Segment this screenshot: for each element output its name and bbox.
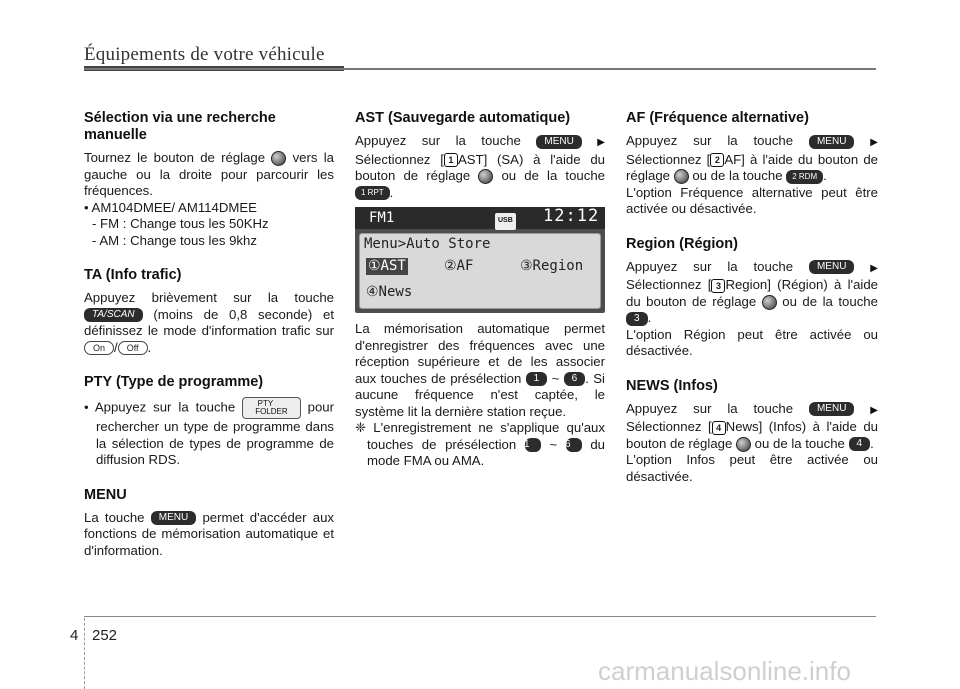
column-left [84,110,334,559]
preset-4-button[interactable]: 4 [849,437,871,451]
region-text-c: Region] (Région) à l'aide du bouton de réglage [626,277,879,309]
display-menu-path: Menu>Auto Store [364,236,491,252]
display-band: FM1 [369,210,395,226]
section-title-manual-search: Sélection via une recherche manuelle [84,110,276,143]
region-text-b: Sélectionnez [ [626,277,712,292]
preset-6-button[interactable]: 6 [566,438,582,452]
option-number-icon: 4 [712,421,726,435]
rdm-button[interactable]: 2 RDM [786,170,823,184]
section-title-pty: PTY (Type de programme) [84,374,264,390]
watermark-text: carmanualsonline.info [598,656,851,686]
af-text-d: ou de la touche [692,168,783,183]
option-number-icon: 3 [711,279,725,293]
ast-description-b: . Si aucune fréquence n'est captée, le système lit la dernière station reçue. [355,370,605,419]
arrow-right-icon: ▶ [870,404,878,416]
arrow-right-icon: ▶ [870,137,878,148]
arrow-right-icon: ▶ [597,137,605,148]
off-button[interactable]: Off [118,341,148,355]
usb-icon: USB [495,213,516,230]
ast-end: . [389,184,394,200]
display-option-ast: ①AST [368,258,406,274]
ta-scan-button[interactable]: TA/SCAN [84,308,143,322]
menu-button[interactable]: MENU [809,260,854,274]
region-text-d: ou de la touche [782,293,878,309]
column-right [626,110,878,485]
news-text-b: Sélectionnez [ [626,419,712,434]
fm-step-text: - FM : Change tous les 50KHz [92,216,269,231]
pty-text-a: • Appuyez sur la touche [84,399,236,415]
rpt-button[interactable]: 1 RPT [355,186,390,200]
news-text [626,401,878,453]
range-tilde: ~ [551,370,560,386]
pty-label: PTY [257,399,274,408]
region-text-a: Appuyez sur la touche [626,258,794,274]
menu-button[interactable]: MENU [536,135,581,149]
menu-text-b: permet d'accéder aux fonctions de mémorisation automatique et d'information. [84,509,334,558]
range-tilde: ~ [549,436,558,452]
tune-knob-icon [736,437,751,452]
arrow-right-icon: ▶ [870,262,878,274]
display-option-region: ③Region [520,258,584,274]
ast-description-a: La mémorisation automatique permet d'enregistrer des fréquences avec une réception supérieure et de les associer aux touches de présélection [355,321,605,386]
menu-button[interactable]: MENU [809,402,854,416]
region-status-text: L'option Région peut être activée ou désactivée. [626,326,878,358]
section-title-ta: TA (Info trafic) [84,267,182,283]
header-rule [84,68,876,70]
af-status-text: L'option Fréquence alternative peut être activée ou désactivée. [626,184,878,216]
af-text-b: Sélectionnez [ [626,151,711,167]
region-end: . [647,310,652,325]
news-text-a: Appuyez sur la touche [626,400,794,416]
section-title-af: AF (Fréquence alternative) [626,110,809,126]
page-number: 252 [92,627,118,644]
column-middle [355,110,605,470]
model-bullet: • AM104DMEE/ AM114DMEE [84,199,257,215]
ast-text [355,133,605,201]
preset-1-button[interactable]: 1 [526,372,548,386]
menu-button[interactable]: MENU [809,135,854,149]
pty-folder-button[interactable] [242,397,300,419]
news-end: . [870,435,874,451]
menu-text-a: La touche [84,509,145,525]
footer-rule [84,616,876,617]
preset-6-button[interactable]: 6 [564,372,586,386]
af-text-a: Appuyez sur la touche [626,133,794,148]
manual-search-text-b: vers la gauche ou la droite pour parcourir les fréquences. [84,150,334,198]
display-menu-panel [359,233,601,309]
af-end: . [823,168,827,183]
pty-text-b: pour rechercher un type de programme dans la sélection de types de programme de diffusion RDS. [96,399,335,467]
section-title-menu: MENU [84,486,127,503]
display-option-news: ④News [366,284,413,300]
tune-knob-icon [478,169,493,184]
ast-description [355,321,605,420]
display-clock: 12:12 [543,206,600,226]
ast-text-c: AST] (SA) à l'aide du bouton de réglage [355,151,605,183]
ast-note-b: du mode FMA ou AMA. [367,436,605,468]
ast-text-b: Sélectionnez [ [355,151,444,167]
tune-knob-icon [271,151,286,166]
am-step-text: - AM : Change tous les 9khz [92,232,257,248]
menu-text [84,510,334,560]
tune-knob-icon [762,295,777,310]
ta-text-b: (moins de 0,8 seconde) et définissez le mode d'information trafic sur [84,306,334,338]
preset-3-button[interactable]: 3 [626,312,648,326]
ta-separator: / [114,339,118,355]
ta-end: . [147,339,152,355]
pty-text [84,397,334,469]
preset-1-button[interactable]: 1 [525,438,541,452]
section-title-region: Region (Région) [626,235,738,252]
ast-text-d: ou de la touche [501,168,605,183]
region-text [626,259,878,327]
news-text-c: News] (Infos) à l'aide du bouton de réglage [626,419,878,451]
section-title-news: NEWS (Infos) [626,377,718,394]
option-number-icon: 1 [444,153,458,167]
ast-text-a: Appuyez sur la touche [355,133,521,148]
option-number-icon: 2 [710,153,724,167]
menu-button[interactable]: MENU [151,511,196,525]
af-text [626,133,878,185]
ta-text [84,290,334,356]
manual-search-text [84,150,334,200]
on-button[interactable]: On [84,341,114,355]
chapter-number: 4 [70,627,79,644]
manual-search-text-a: Tournez le bouton de réglage [84,150,266,165]
folder-label: FOLDER [255,407,288,416]
ta-text-a: Appuyez brièvement sur la touche [84,290,334,305]
section-title-ast: AST (Sauvegarde automatique) [355,110,571,126]
tune-knob-icon [674,169,689,184]
radio-display-image [355,207,605,313]
footer-divider [84,618,86,689]
page-header-title: Équipements de votre véhicule [84,44,325,65]
news-text-d: ou de la touche [754,435,845,451]
display-option-af: ②AF [444,258,474,274]
ast-note-a: ❈ L'enregistrement ne s'applique qu'aux touches de présélection [355,420,605,452]
ast-note [355,420,605,470]
news-status-text: L'option Infos peut être activée ou désactivée. [626,452,878,484]
af-text-c: AF] à l'aide du bouton de réglage [626,151,878,183]
